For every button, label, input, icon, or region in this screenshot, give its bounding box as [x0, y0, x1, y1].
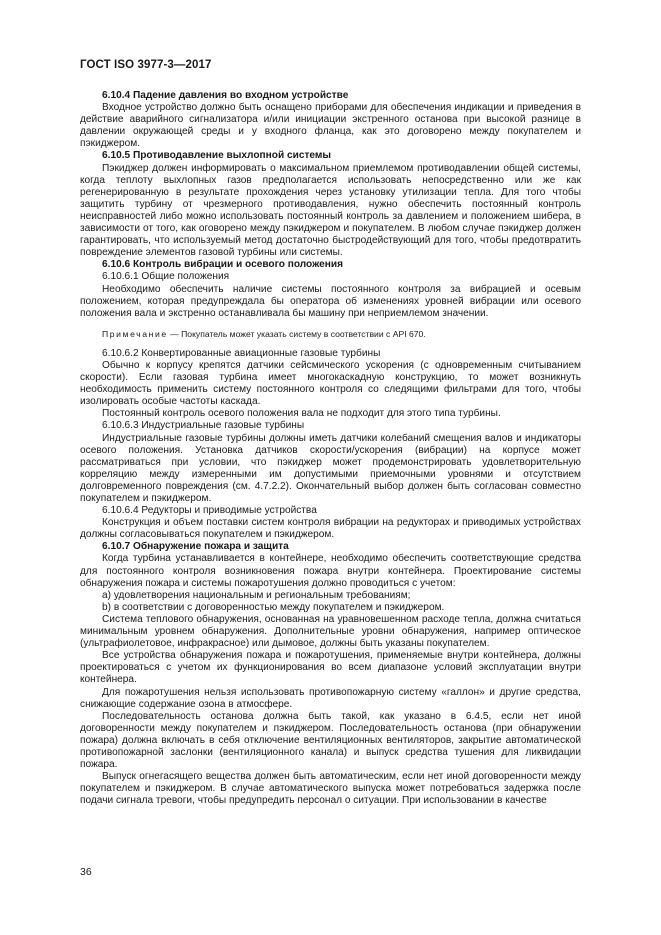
subsection-heading: 6.10.6.2 Конвертированные авиационные газовые турбины [102, 347, 381, 359]
subsection-heading: 6.10.6.3 Индустриальные газовые турбины [102, 420, 305, 432]
page-number: 36 [80, 866, 92, 878]
note-text: — Покупатель может указать систему в соответствии с API 670. [167, 328, 426, 339]
paragraph: Все устройства обнаружения пожара и пожаротушения, применяемые внутри контейнера, должны проектироваться с учетом их функционирования во всем диапазоне условий эксплуатации внутри контейнера. [80, 650, 581, 686]
paragraph: a) удовлетворения национальным и региональным требованиям; [102, 589, 411, 601]
paragraph: Постоянный контроль осевого положения вала не подходит для этого типа турбины. [102, 408, 501, 420]
document-body [80, 90, 581, 807]
paragraph: Конструкция и объем поставки систем контроля вибрации на редукторах и приводимых устройствах должны согласовываться покупателем и пэкиджером. [80, 517, 581, 541]
paragraph: Индустриальные газовые турбины должны иметь датчики колебаний смещения валов и индикаторы осевого положения. Установка датчиков скорости/ускорения (вибрации) на корпусе может рассматриваться при условии, что пэкиджер может продемонстрировать удовлетворительную корреляцию между измеренными им допустимыми приемочными уровнями и отсутствием долговременного повреждения (см. 4.7.2.2). Окончательный выбор должен быть согласован совместно покупателем и пэкиджером. [80, 432, 581, 504]
document-header: ГОСТ ISO 3977-3—2017 [80, 59, 212, 71]
paragraph: Входное устройство должно быть оснащено приборами для обеспечения индикации и приведения в действие аварийного сигнализатора и/или инициации экстренного останова при высокой разнице в давлении окружающей среды и у входного фланца, как это договорено между покупателем и пэкиджером. [80, 102, 581, 150]
paragraph: Когда турбина устанавливается в контейнере, необходимо обеспечить соответствующие средства для постоянного контроля возникновения пожара внутри контейнера. Проектирование системы обнаружения пожара и системы пожаротушения должно проводиться с учетом: [80, 553, 581, 589]
section-heading: 6.10.5 Противодавление выхлопной системы [102, 150, 332, 162]
subsection-heading: 6.10.6.4 Редукторы и приводимые устройства [102, 505, 317, 517]
note [80, 328, 581, 340]
section-heading: 6.10.6 Контроль вибрации и осевого положения [102, 259, 344, 271]
paragraph: Выпуск огнегасящего вещества должен быть автоматическим, если нет иной договоренности между покупателем и пэкиджером. В случае автоматического выпуска может потребоваться задержка после подачи сигнала тревоги, чтобы предупредить персонал о ситуации. При использовании в качестве [80, 771, 581, 807]
paragraph: b) в соответствии с договоренностью между покупателем и пэкиджером. [102, 601, 445, 613]
paragraph: Обычно к корпусу крепятся датчики сейсмического ускорения (с одновременным считыванием скорости). Если газовая турбина имеет многокаскадную конструкцию, то может возникнуть необходимость применить систему постоянного контроля со следящими фильтрами для того, чтобы изолировать особые частоты каскада. [80, 359, 581, 408]
paragraph: Последовательность останова должна быть такой, как указано в 6.4.5, если нет иной договоренности между покупателем и пэкиджером. Последовательность останова (при обнаружении пожара) должна включать в себя отключение вентиляционных вентиляторов, закрытие автоматической противопожарной заслонки (вентиляционного канала) и выпуск средства тушения для ликвидации пожара. [80, 710, 581, 771]
subsection-heading: 6.10.6.1 Общие положения [102, 271, 230, 283]
section-heading: 6.10.7 Обнаружение пожара и защита [102, 541, 289, 553]
paragraph: Пэкиджер должен информировать о максимальном приемлемом противодавлении общей системы, когда теплоту выхлопных газов предполагается использовать непосредственно или же как регенерированную в результате прохождения через установку утилизации тепла. Для того чтобы защитить турбину от чрезмерного противодавления, нужно обеспечить постоянный контроль неисправностей либо можно использовать постоянный контроль за давлением и положением шибера, в зависимости от того, как оговорено между пэкиджером и покупателем. В любом случае пэкиджер должен гарантировать, что используемый метод достаточно быстродействующий для того, чтобы предотвратить повреждение элементов газовой турбины или системы. [80, 162, 581, 259]
section-heading: 6.10.4 Падение давления во входном устройстве [102, 90, 349, 101]
note-label: Примечание [102, 328, 168, 339]
paragraph: Система теплового обнаружения, основанная на уравновешенном расходе тепла, должна считаться минимальным уровнем обнаружения. Дополнительные уровни обнаружения, например оптическое (ультрафиолетовое, инфракрасное) или дымовое, должны быть указаны покупателем. [80, 613, 581, 650]
paragraph: Для пожаротушения нельзя использовать противопожарную систему «галлон» и другие средства, снижающие содержание озона в атмосфере. [80, 686, 581, 710]
paragraph: Необходимо обеспечить наличие системы постоянного контроля за вибрацией и осевым положением, которая предупреждала бы оператора об изменениях уровней вибрации или осевого положения вала и экстренно останавливала бы машину при неприемлемом значении. [80, 283, 581, 319]
